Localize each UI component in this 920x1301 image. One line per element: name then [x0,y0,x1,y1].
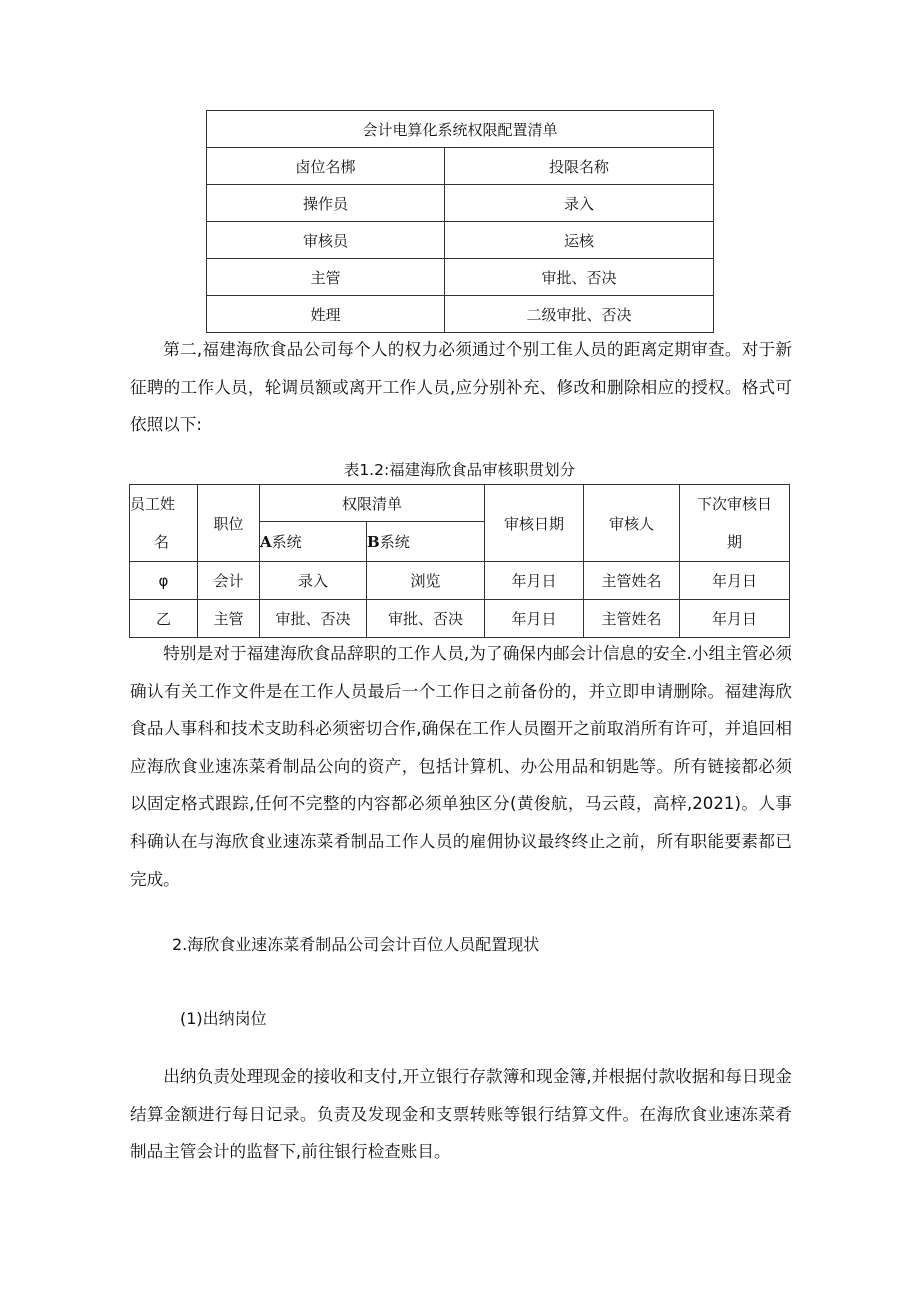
column-header-reviewer: 审核人 [584,485,680,562]
table-title: 会计电算化系统权限配置清单 [207,111,714,148]
column-header: 卤位名梆 [207,148,445,185]
table-cell: 审批、否决 [367,600,485,638]
table-cell: 主管姓名 [584,562,680,600]
paragraph: 第二,福建海欣食品公司每个人的权力必须通过个别工隹人员的距离定期审查。对于新征聘的工作人员，轮调员额或离开工作人员,应分别补充、修改和删除相应的授权。格式可依照以下: [130,340,792,435]
section-heading: 2.海欣食业速冻菜肴制品公司会计百位人员配置现状 [172,935,540,954]
table-cell: 审批、否决 [260,600,367,638]
subsection-heading: (1)出纳岗位 [180,1009,267,1028]
table-row [130,600,790,638]
table-cell: 年月日 [485,600,584,638]
table-cell: 会计 [198,562,260,600]
table-cell: 年月日 [680,600,790,638]
table-row [207,222,714,259]
table-cell: 年月日 [680,562,790,600]
column-header-date: 审核日期 [485,485,584,562]
table-cell: 录入 [260,562,367,600]
column-header-name: 员工姓 名 [130,485,198,562]
column-header-next-date: 下次审核日 期 [680,485,790,562]
paragraph: 特别是对于福建海欣食品辞职的工作人员,为了确保内邮会计信息的安全.小组主管必须确认有关工作文件是在工作人员最后一个工作日之前备份的，并立即申请删除。福建海欣食品人事科和技术支助科必须密切合作,确保在工作人员圈开之前取消所有许可，并追回相应海欣食业速冻菜肴制品公向的资产，包括计算机、办公用品和钥匙等。所有链接都必须以固定格式跟踪,任何不完整的内容都必须单独区分(黄俊航，马云葭，高梓,2021)。人事科确认在与海欣食业速冻菜肴制品工作人员的雇佣协议最终终止之前，所有职能要素都已完成。 [130,644,792,889]
permission-config-table [206,110,714,333]
table-cell: 姓理 [207,296,445,333]
table-row [130,562,790,600]
table-cell: 主管 [207,259,445,296]
table-cell: 浏览 [367,562,485,600]
table-cell: 录入 [445,185,714,222]
table-cell: 乙 [130,600,198,638]
audit-duty-table [129,484,790,638]
column-header-permissions: 权限清单 [260,485,485,522]
table-row [207,259,714,296]
column-header-system-a: A系统 [260,522,367,562]
table-row [207,296,714,333]
table-row [207,185,714,222]
table-cell: 主管 [198,600,260,638]
table-cell: φ [130,562,198,600]
paragraph: 出纳负责处理现金的接收和支付,开立银行存款簿和现金簿,并根据付款收据和每日现金结算金额进行每日记录。负责及发现金和支票转账等银行结算文件。在海欣食业速冻菜肴制品主管会计的监督下,前往银行检查账目。 [130,1067,792,1162]
table-cell: 运核 [445,222,714,259]
table-cell: 二级审批、否决 [445,296,714,333]
table-cell: 审核员 [207,222,445,259]
column-header-system-b: B系统 [367,522,485,562]
column-header: 投限名称 [445,148,714,185]
table-caption: 表1.2:福建海欣食品审核职贯划分 [343,461,576,479]
table-cell: 审批、否决 [445,259,714,296]
table-cell: 主管姓名 [584,600,680,638]
table-cell: 操作员 [207,185,445,222]
column-header-position: 职位 [198,485,260,562]
table-cell: 年月日 [485,562,584,600]
